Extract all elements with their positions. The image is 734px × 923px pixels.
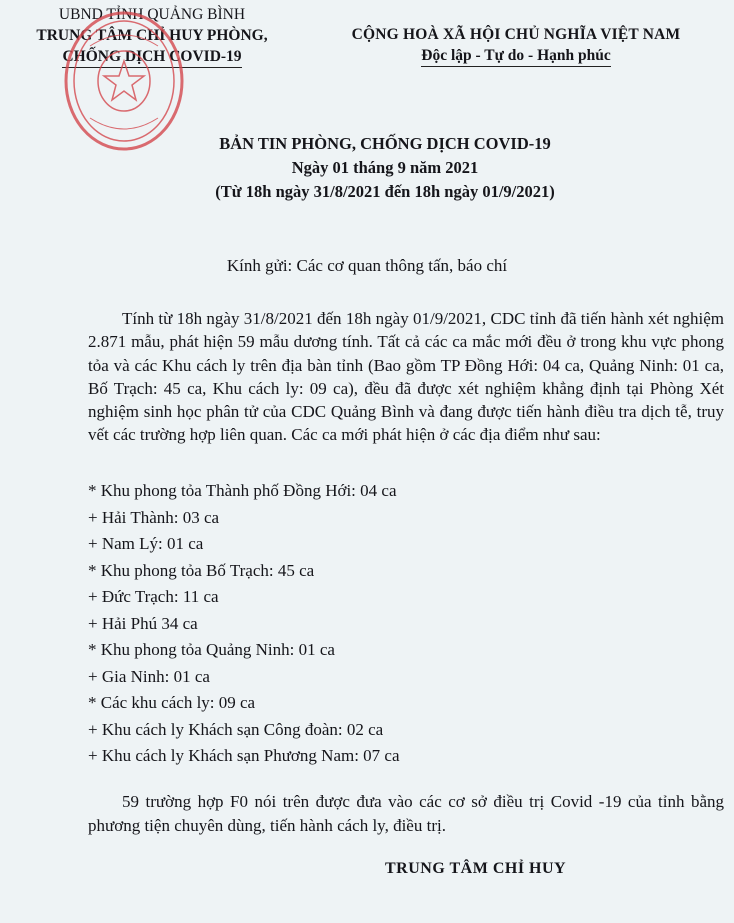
list-item: + Đức Trạch: 11 ca [88, 587, 219, 606]
issuing-agency [6, 4, 298, 68]
closing-text: 59 trường hợp F0 nói trên được đưa vào các cơ sở điều trị Covid -19 của tỉnh bằng phương tiện chuyên dùng, tiến hành cách ly, điều trị. [88, 792, 724, 835]
bulletin-date: Ngày 01 tháng 9 năm 2021 [291, 158, 479, 177]
list-item: * Khu phong tỏa Bố Trạch: 45 ca [88, 560, 315, 580]
bulletin-period: (Từ 18h ngày 31/8/2021 đến 18h ngày 01/9/2021) [215, 182, 555, 201]
greeting: Kính gửi: Các cơ quan thông tấn, báo chí [226, 256, 508, 275]
list-item: + Khu cách ly Khách sạn Phương Nam: 07 ca [88, 746, 400, 765]
national-motto [304, 24, 728, 67]
bulletin-title-block [100, 132, 670, 204]
list-item: + Hải Phú 34 ca [88, 613, 198, 633]
list-item: + Nam Lý: 01 ca [88, 534, 204, 553]
motto-text: Độc lập - Tự do - Hạnh phúc [421, 45, 610, 67]
list-item: + Hải Thành: 03 ca [88, 507, 220, 527]
agency-line-3 [6, 46, 298, 68]
body-paragraph [88, 307, 724, 447]
list-item: * Các khu cách ly: 09 ca [88, 693, 256, 712]
bulletin-title: BẢN TIN PHÒNG, CHỐNG DỊCH COVID-19 [219, 134, 551, 153]
agency-line-1: UBND TỈNH QUẢNG BÌNH [58, 6, 246, 23]
case-location-list [88, 478, 688, 770]
motto [304, 45, 728, 67]
closing-paragraph [88, 790, 724, 837]
list-item: + Khu cách ly Khách sạn Công đoàn: 02 ca [88, 719, 384, 739]
agency-line-3-text: CHỐNG DỊCH COVID-19 [62, 46, 241, 68]
signature-block: TRUNG TÂM CHỈ HUY [385, 860, 567, 877]
agency-line-2: TRUNG TÂM CHỈ HUY PHÒNG, [36, 27, 268, 44]
list-item: + Gia Ninh: 01 ca [88, 666, 210, 686]
country-name: CỘNG HOÀ XÃ HỘI CHỦ NGHĨA VIỆT NAM [351, 26, 681, 43]
list-item: * Khu phong tỏa Thành phố Đồng Hới: 04 ca [88, 481, 397, 500]
list-item: * Khu phong tỏa Quảng Ninh: 01 ca [88, 640, 335, 659]
body-text: Tính từ 18h ngày 31/8/2021 đến 18h ngày 01/9/2021, CDC tỉnh đã tiến hành xét nghiệm 2.871 mẫu, phát hiện 59 mẫu dương tính. Tất cả các ca mắc mới đều ở trong khu vực phong tỏa và các Khu cách ly trên địa bàn tỉnh (Bao gồm TP Đồng Hới: 04 ca, Quảng Ninh: 01 ca, Bố Trạch: 45 ca, Khu cách ly: 09 ca), đều đã được xét nghiệm khẳng định tại Phòng Xét nghiệm sinh học phân tử của CDC Quảng Bình và đang được tiến hành điều tra dịch tễ, truy vết các trường hợp liên quan. Các ca mới phát hiện ở các địa điểm như sau: [88, 309, 724, 445]
